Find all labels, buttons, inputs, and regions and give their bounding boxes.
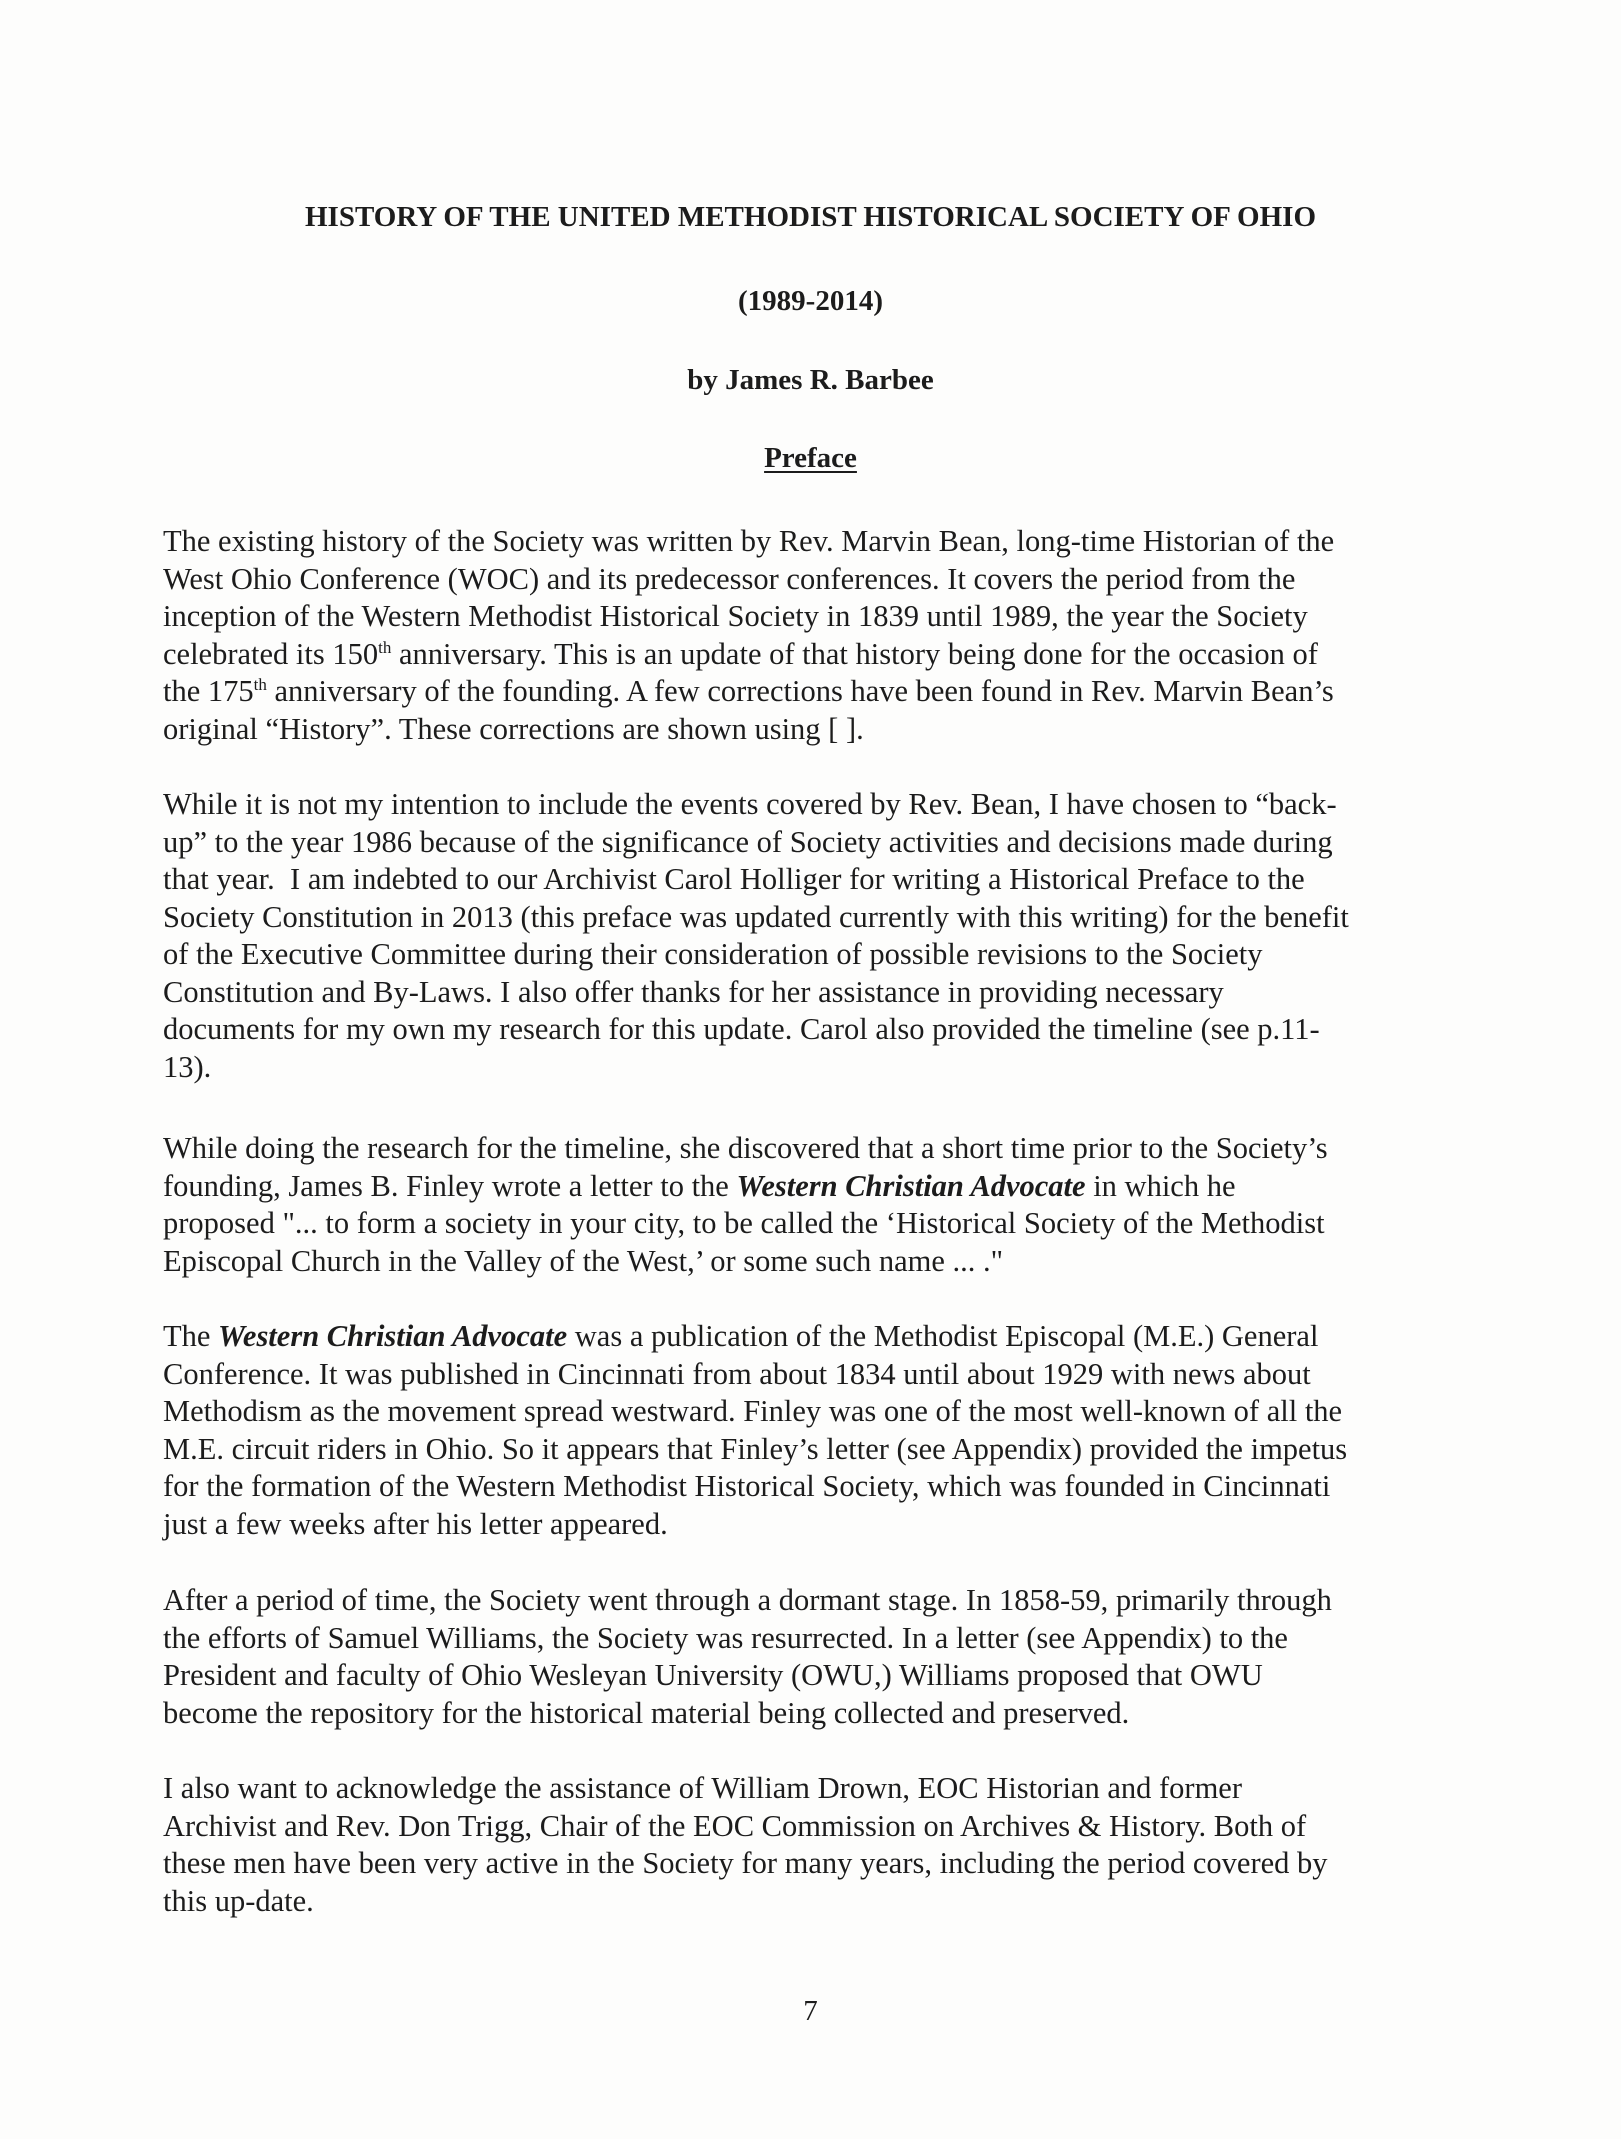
text-line (163, 1318, 1463, 1356)
text-run: celebrated its 150 (163, 636, 379, 671)
text-run: anniversary. This is an update of that history being done for the occasion of (391, 636, 1318, 671)
text-line: just a few weeks after his letter appeared. (163, 1506, 668, 1541)
ordinal-superscript: th (253, 675, 267, 694)
section-heading-preface: Preface (764, 442, 857, 474)
paragraph-6 (163, 1770, 1463, 1920)
page-number: 7 (803, 1995, 818, 2027)
publication-title: Western Christian Advocate (218, 1319, 568, 1353)
text-line: for the formation of the Western Methodist Historical Society, which was founded in Cincinnati (163, 1469, 1331, 1503)
text-line: inception of the Western Methodist Historical Society in 1839 until 1989, the year the Society (163, 599, 1308, 633)
text-line: Conference. It was published in Cincinnati from about 1834 until about 1929 with news about (163, 1356, 1311, 1391)
text-line (163, 1168, 1463, 1206)
text-line: While doing the research for the timeline, she discovered that a short time prior to the Society’s (163, 1131, 1328, 1165)
text-line: the efforts of Samuel Williams, the Society was resurrected. In a letter (see Appendix) to the (163, 1620, 1288, 1655)
text-line: these men have been very active in the Society for many years, including the period covered by (163, 1846, 1328, 1880)
text-line: this up-date. (163, 1883, 314, 1918)
text-line: of the Executive Committee during their consideration of possible revisions to the Society (163, 937, 1263, 971)
text-line (163, 673, 1463, 711)
text-line: proposed "... to form a society in your city, to be called the ‘Historical Society of the Methodist (163, 1206, 1325, 1240)
text-line: While it is not my intention to include the events covered by Rev. Bean, I have chosen to “back- (163, 787, 1337, 821)
text-line (163, 636, 1463, 674)
paragraph-3 (163, 1130, 1463, 1280)
text-line: up” to the year 1986 because of the significance of Society activities and decisions made during (163, 824, 1333, 859)
text-line: 13). (163, 1049, 212, 1084)
paragraph-5 (163, 1582, 1463, 1732)
text-line: President and faculty of Ohio Wesleyan University (OWU,) Williams proposed that OWU (163, 1658, 1263, 1692)
text-line: Society Constitution in 2013 (this preface was updated currently with this writing) for the benefit (163, 899, 1349, 934)
document-title: HISTORY OF THE UNITED METHODIST HISTORICAL SOCIETY OF OHIO (304, 201, 1317, 233)
text-run: The (163, 1319, 219, 1353)
text-line: Archivist and Rev. Don Trigg, Chair of the EOC Commission on Archives & History. Both of (163, 1808, 1307, 1843)
document-author: by James R. Barbee (687, 364, 934, 396)
text-run: was a publication of the Methodist Episcopal (M.E.) General (567, 1319, 1319, 1353)
text-line: West Ohio Conference (WOC) and its predecessor conferences. It covers the period from the (163, 561, 1296, 596)
ordinal-superscript: th (378, 637, 392, 657)
text-line: I also want to acknowledge the assistance of William Drown, EOC Historian and former (163, 1771, 1242, 1805)
text-line: After a period of time, the Society went through a dormant stage. In 1858-59, primarily through (163, 1583, 1332, 1617)
text-run: the 175 (163, 674, 254, 708)
paragraph-4 (163, 1318, 1463, 1543)
text-line: Methodism as the movement spread westward. Finley was one of the most well-known of all the (163, 1394, 1343, 1428)
text-line: that year. I am indebted to our Archivist Carol Holliger for writing a Historical Preface to the (163, 862, 1305, 896)
text-run: founding, James B. Finley wrote a letter to the (163, 1168, 737, 1203)
text-line: Episcopal Church in the Valley of the West,’ or some such name ... ." (163, 1243, 1004, 1278)
text-line: original “History”. These corrections are shown using [ ]. (163, 711, 864, 746)
text-run: anniversary of the founding. A few corrections have been found in Rev. Marvin Bean’s (266, 674, 1334, 708)
text-line: The existing history of the Society was written by Rev. Marvin Bean, long-time Historian of the (163, 524, 1335, 558)
text-line: documents for my own my research for this update. Carol also provided the timeline (see p.11- (163, 1012, 1320, 1046)
paragraph-1 (163, 523, 1463, 748)
text-line: Constitution and By-Laws. I also offer thanks for her assistance in providing necessary (163, 974, 1224, 1009)
paragraph-2 (163, 786, 1463, 1086)
text-line: M.E. circuit riders in Ohio. So it appears that Finley’s letter (see Appendix) provided the impetus (163, 1431, 1348, 1466)
text-line: become the repository for the historical material being collected and preserved. (163, 1695, 1130, 1730)
document-years: (1989-2014) (738, 285, 883, 317)
text-run: in which he (1085, 1168, 1236, 1203)
publication-title: Western Christian Advocate (736, 1168, 1086, 1203)
